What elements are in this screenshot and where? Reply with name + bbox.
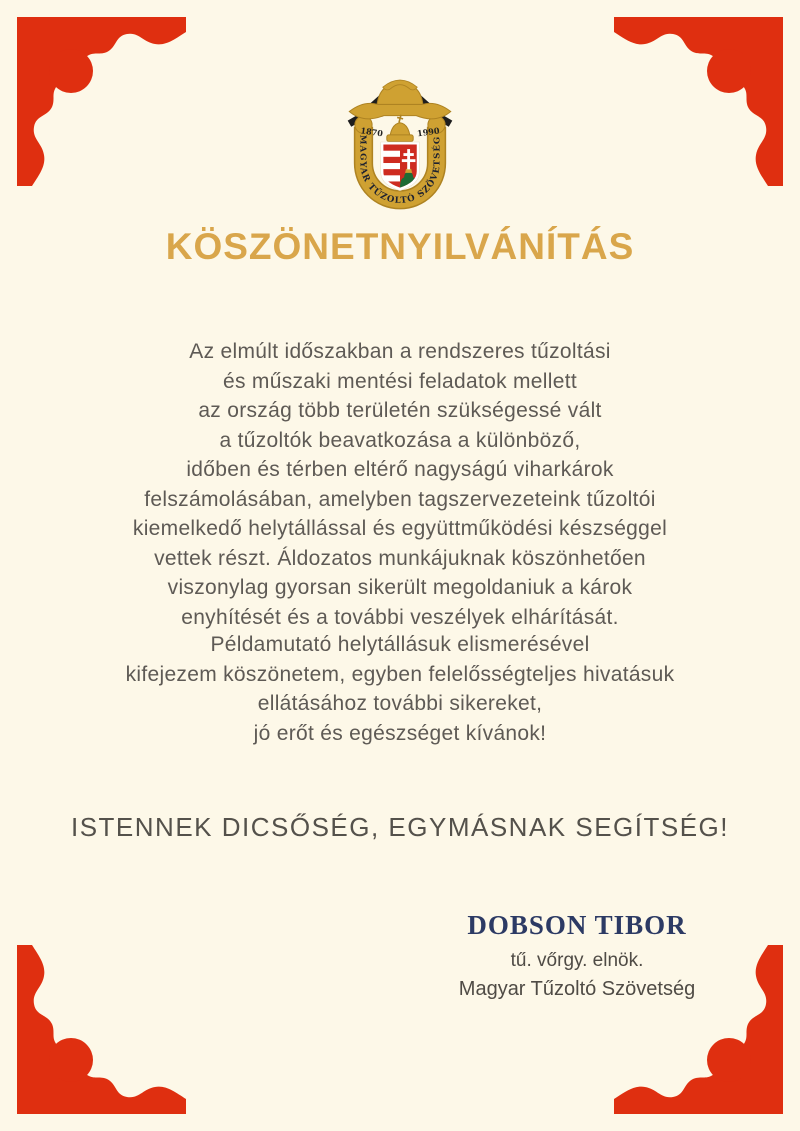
text-line: vettek részt. Áldozatos munkájuknak köszönhetően <box>154 546 646 570</box>
emblem-year-right: 1990 <box>416 125 441 139</box>
text-line: kifejezem köszönetem, egyben felelősségteljes hivatásuk <box>125 662 675 686</box>
text-line: és műszaki mentési feladatok mellett <box>223 369 577 393</box>
text-line: a tűzoltók beavatkozása a különböző, <box>219 428 581 452</box>
signature-rank: tű. vőrgy. elnök. <box>510 950 644 971</box>
text-line: Példamutató helytállásuk elismerésével <box>210 633 590 656</box>
text-line: jó erőt és egészséget kívánok! <box>253 721 547 745</box>
text-line: viszonylag gyorsan sikerült megoldaniuk a károk <box>167 576 633 599</box>
signature-organization: Magyar Tűzoltó Szövetség <box>458 978 696 1000</box>
page-title: KÖSZÖNETNYILVÁNÍTÁS <box>165 226 635 267</box>
emblem-year-left: 1870 <box>359 125 384 139</box>
text-line: felszámolásában, amelyben tagszervezeteink tűzoltói <box>144 487 656 511</box>
body-paragraph-2 <box>0 630 800 748</box>
emblem-band-text: MAGYAR TŰZOLTÓ SZÖVETSÉG <box>357 134 443 206</box>
text-line: ellátásához további sikereket, <box>257 692 543 715</box>
signature-name: DOBSON TIBOR <box>467 910 687 940</box>
firefighter-helmet-icon <box>349 80 450 119</box>
text-line: kiemelkedő helytállással és együttműködési készséggel <box>132 517 668 540</box>
text-line: Az elmúlt időszakban a rendszeres tűzoltási <box>189 340 611 363</box>
emblem-graphic <box>347 74 453 214</box>
hungarian-coat-of-arms <box>381 142 420 191</box>
text-line: az ország több területén szükségessé vált <box>198 399 602 422</box>
holy-crown-icon <box>387 114 413 141</box>
motto-line: ISTENNEK DICSŐSÉG, EGYMÁSNAK SEGÍTSÉG! <box>70 812 730 842</box>
firefighter-association-emblem <box>0 74 800 214</box>
body-paragraph-1 <box>0 337 800 632</box>
text-line: időben és térben eltérő nagyságú viharkárok <box>186 458 614 481</box>
signature-block <box>427 910 727 1001</box>
corner-ornament-bottom-left <box>17 944 187 1114</box>
text-line: enyhítését és a további veszélyek elhárítását. <box>181 605 619 629</box>
